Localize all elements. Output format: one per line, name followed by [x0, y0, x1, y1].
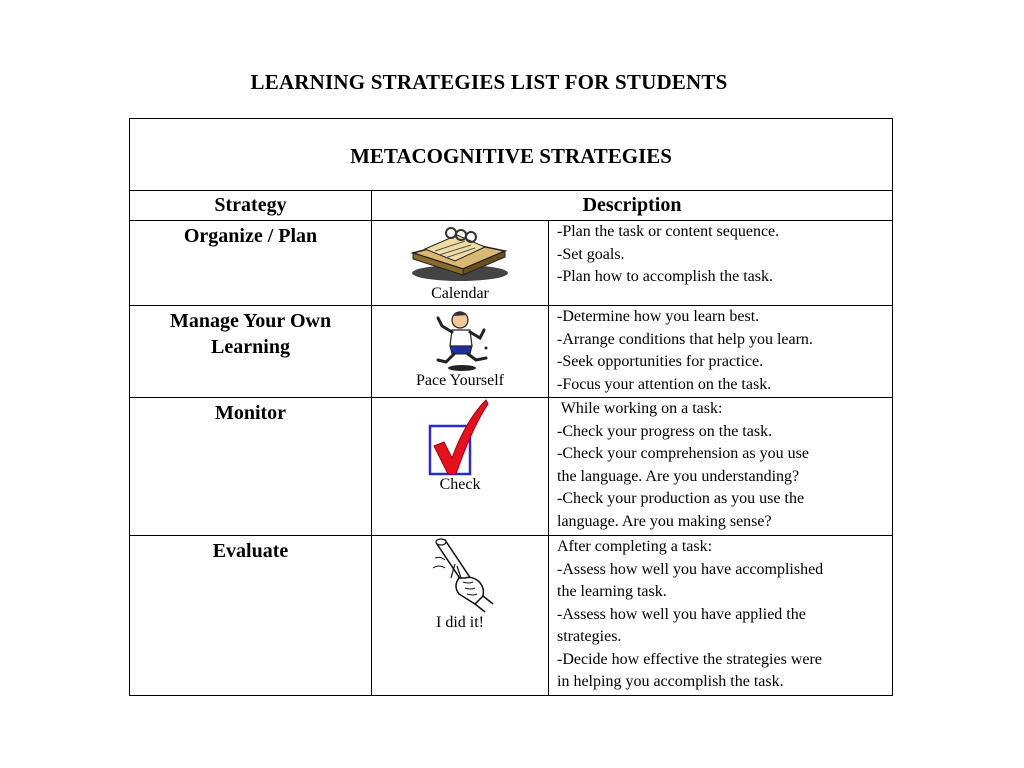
description-line: the language. Are you understanding?: [557, 467, 800, 485]
strategy-name: Monitor: [214, 402, 287, 424]
description-line: While working on a task:: [557, 400, 723, 417]
icon-cell: [372, 398, 549, 536]
description-line: the learning task.: [557, 583, 667, 600]
description-cell: [549, 398, 893, 536]
description-line: -Assess how well you have applied the: [557, 605, 806, 623]
strategy-name: Evaluate: [212, 540, 289, 562]
checkmark-icon: [420, 398, 500, 478]
description-line: strategies.: [557, 628, 622, 645]
table-row: [130, 221, 893, 306]
icon-label: I did it!: [436, 614, 484, 631]
icon-label: Calendar: [431, 285, 489, 302]
icon-label: Check: [439, 476, 481, 493]
description-cell: [549, 306, 893, 398]
icon-cell: [372, 221, 549, 306]
strategy-name-cell: [130, 536, 372, 696]
strategy-name: Learning: [211, 336, 290, 358]
strategy-name-cell: [130, 221, 372, 306]
table-row: [130, 306, 893, 398]
description-cell: [549, 536, 893, 696]
strategies-table: [129, 118, 893, 696]
document-title: LEARNING STRATEGIES LIST FOR STUDENTS: [250, 70, 728, 94]
column-header-row: [130, 191, 893, 221]
description-line: -Seek opportunities for practice.: [557, 353, 764, 370]
strategy-name: Manage Your Own: [169, 310, 332, 332]
section-heading-text: METACOGNITIVE STRATEGIES: [350, 144, 672, 168]
description-line: -Check your comprehension as you use: [557, 445, 809, 462]
strategy-name-cell: [130, 398, 372, 536]
description-line: -Set goals.: [557, 245, 625, 263]
description-line: -Check your production as you use the: [557, 490, 805, 507]
icon-cell: [372, 306, 549, 398]
description-line: -Plan the task or content sequence.: [557, 223, 780, 240]
section-heading: [130, 119, 893, 191]
description-line: -Decide how effective the strategies were: [557, 650, 822, 668]
description-line: -Determine how you learn best.: [557, 308, 760, 325]
icon-cell: [372, 536, 549, 696]
description-column-header: Description: [372, 191, 893, 221]
section-heading-row: [130, 119, 893, 191]
description-line: -Focus your attention on the task.: [557, 375, 772, 393]
description-line: language. Are you making sense?: [557, 512, 772, 530]
running-person-icon: [420, 308, 500, 372]
icon-label: Pace Yourself: [416, 372, 504, 389]
table-row: [130, 536, 893, 696]
calendar-book-icon: [405, 223, 515, 285]
description-line: -Check your progress on the task.: [557, 422, 773, 440]
strategy-name-cell: [130, 306, 372, 398]
description-line: After completing a task:: [557, 538, 713, 555]
description-line: -Assess how well you have accomplished: [557, 560, 824, 578]
strategy-name: Organize / Plan: [183, 225, 318, 247]
table-row: [130, 398, 893, 536]
description-line: in helping you accomplish the task.: [557, 673, 784, 690]
strategy-column-header: Strategy: [130, 191, 372, 221]
description-cell: [549, 221, 893, 306]
diploma-hand-icon: [415, 538, 505, 614]
description-line: -Arrange conditions that help you learn.: [557, 330, 813, 348]
description-line: -Plan how to accomplish the task.: [557, 268, 773, 285]
